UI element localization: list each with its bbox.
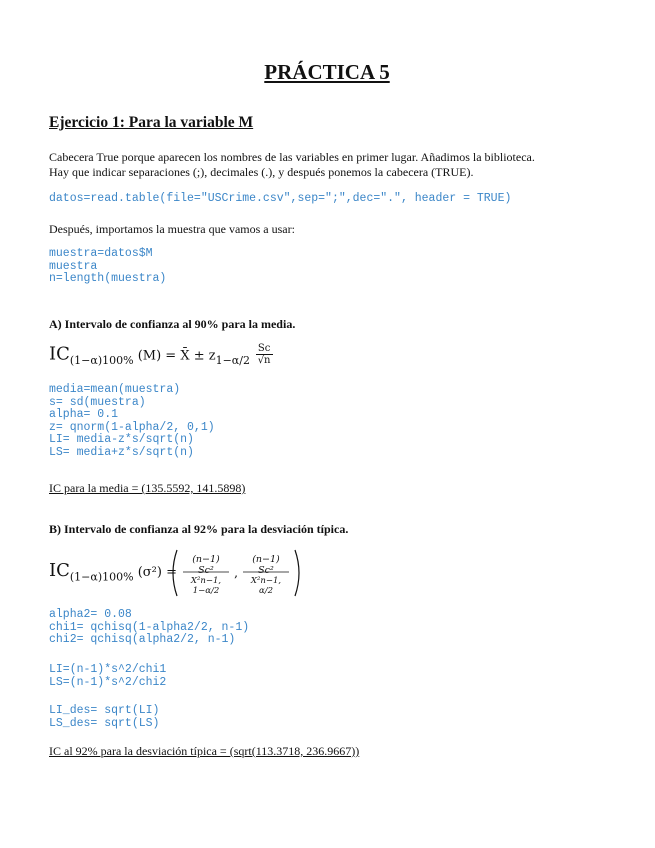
formula-b-denominator-1: X²n−1, 1−α/2 <box>190 576 222 596</box>
formula-a-fraction <box>256 343 273 366</box>
left-paren <box>173 550 177 596</box>
formula-b-numerator-1: (n−1) Sc² <box>192 554 220 576</box>
formula-b-ic: IC <box>49 560 70 581</box>
code-section-b-chi: alpha2= 0.08 chi1= qchisq(1-alpha2/2, n-1) chi2= qchisq(alpha2/2, n-1) <box>49 608 250 647</box>
formula-a-numerator: Sc <box>256 343 273 355</box>
exercise-title: Ejercicio 1: Para la variable M <box>49 114 254 131</box>
intro-paragraph-line-1: Cabecera True porque aparecen los nombres de las variables en primer lugar. Añadimos la biblioteca. <box>49 150 535 164</box>
formula-b-sub: (1−α)100% <box>69 570 134 584</box>
result-ci-sd: IC al 92% para la desviación típica = (sqrt(113.3718, 236.9667)) <box>49 744 360 758</box>
formula-b-body: (σ²) = <box>133 565 177 580</box>
formula-a-body: (M) = X̄ ± z <box>133 348 216 364</box>
formula-ci-variance <box>49 548 329 598</box>
formula-a-denominator: √n <box>257 355 271 366</box>
formula-b-numerator-2: (n−1) Sc² <box>252 554 280 576</box>
code-section-a: media=mean(muestra) s= sd(muestra) alpha= 0.1 z= qnorm(1-alpha/2, 0,1) LI= media-z*s/sqrt(n) LS= media+z*s/sqrt(n) <box>49 383 215 459</box>
section-a-heading: A) Intervalo de confianza al 90% para la media. <box>49 317 296 331</box>
section-b-heading: B) Intervalo de confianza al 92% para la desviación típica. <box>49 522 349 536</box>
formula-a-zsub: 1−α/2 <box>215 354 250 368</box>
code-section-b-limits: LI=(n-1)*s^2/chi1 LS=(n-1)*s^2/chi2 <box>49 663 167 689</box>
code-section-b-sqrt: LI_des= sqrt(LI) LS_des= sqrt(LS) <box>49 704 160 730</box>
code-read-table: datos=read.table(file="USCrime.csv",sep=";",dec=".", header = TRUE) <box>49 192 512 205</box>
page-title: PRÁCTICA 5 <box>264 60 390 84</box>
formula-a-ic: IC <box>49 343 70 365</box>
import-paragraph: Después, importamos la muestra que vamos a usar: <box>49 222 295 236</box>
code-sample: muestra=datos$M muestra n=length(muestra) <box>49 247 167 286</box>
fraction-comma: , <box>234 566 238 580</box>
result-ci-mean: IC para la media = (135.5592, 141.5898) <box>49 481 246 495</box>
intro-paragraph-line-2: Hay que indicar separaciones (;), decimales (.), y después ponemos la cabecera (TRUE). <box>49 165 474 179</box>
formula-b-denominator-2: X²n−1, α/2 <box>250 576 282 596</box>
right-paren <box>295 550 299 596</box>
formula-a-sub: (1−α)100% <box>69 354 134 368</box>
